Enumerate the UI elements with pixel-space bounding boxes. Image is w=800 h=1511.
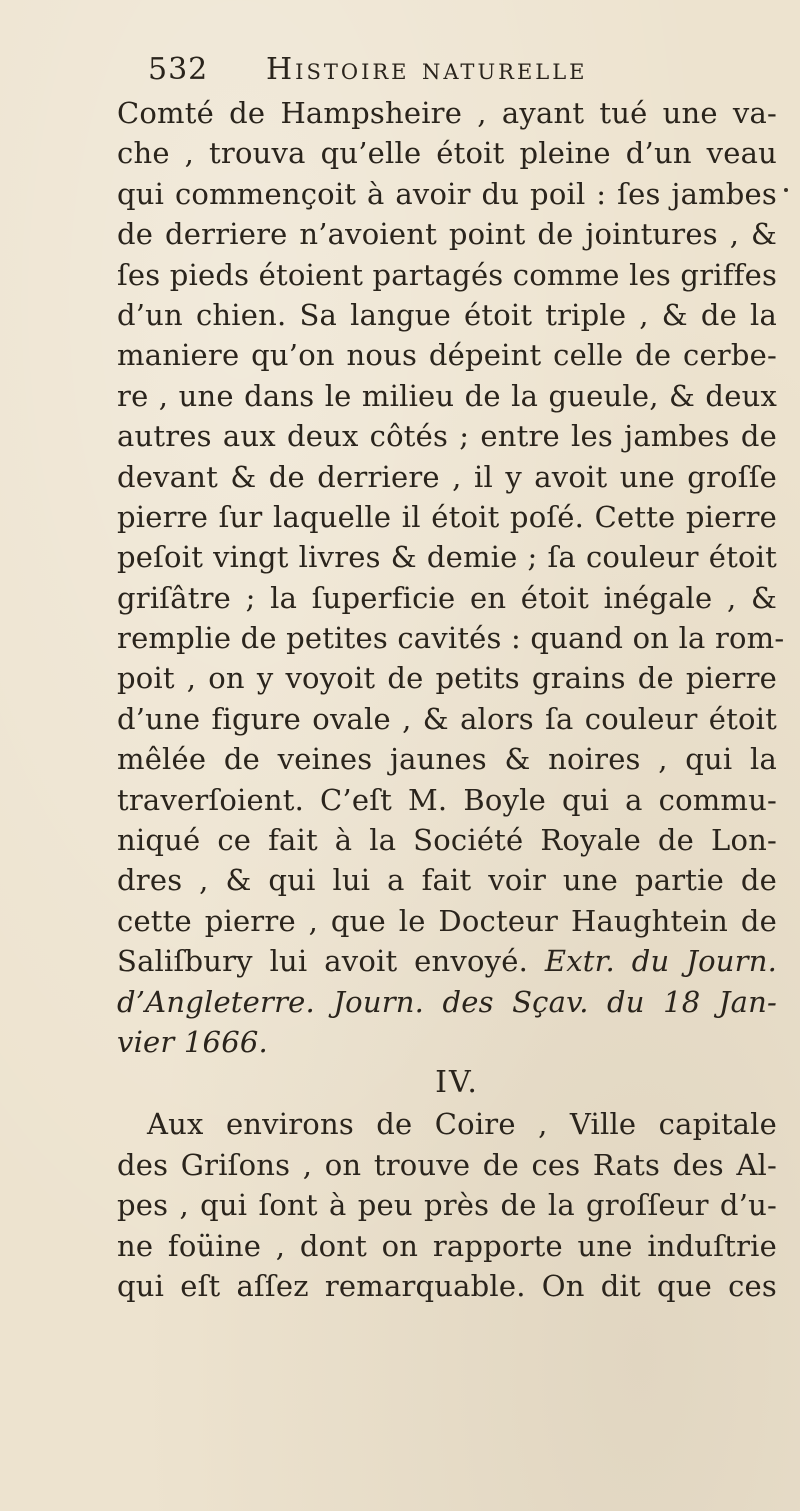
text-line: cette pierre , que le Docteur Haughtein de: [117, 903, 777, 938]
text-line: autres aux deux côtés ; entre les jambes de: [117, 419, 777, 454]
running-head: Histoire naturelle: [266, 52, 588, 87]
section-text-line: pes , qui ſont à peu près de la groſſeur d’u-: [117, 1188, 777, 1223]
citation-line: d’Angleterre. Journ. des Sçav. du 18 Jan-: [117, 984, 777, 1019]
text-line: d’un chien. Sa langue étoit triple , & de la: [117, 297, 777, 332]
section-text-line: ne foüine , dont on rapporte une induſtrie: [117, 1228, 777, 1263]
citation-line: vier 1666.: [117, 1024, 268, 1059]
text-line: remplie de petites cavités : quand on la rom-: [117, 621, 785, 656]
text-line: ſes pieds étoient partagés comme les griffes: [117, 257, 778, 292]
text-line: re , une dans le milieu de la gueule, & deux: [117, 378, 777, 413]
section-text-line: qui eſt aſſez remarquable. On dit que ces: [117, 1268, 777, 1303]
text-line: griſâtre ; la ſuperficie en étoit inégale , &: [117, 580, 777, 615]
margin-mark: [784, 188, 788, 192]
body-text: [117, 93, 785, 1306]
text-fragment: Saliſbury lui avoit envoyé.: [117, 944, 529, 979]
text-line: de derriere n’avoient point de jointures , &: [117, 217, 777, 252]
text-line: dres , & qui lui a fait voir une partie de: [117, 863, 777, 898]
text-line: poit , on y voyoit de petits grains de pierre: [117, 661, 777, 696]
text-line: maniere qu’on nous dépeint celle de cerbe-: [117, 338, 777, 373]
text-line: peſoit vingt livres & demie ; ſa couleur étoit: [117, 540, 777, 575]
page-header: [148, 52, 708, 96]
text-line: niqué ce fait à la Société Royale de Lon-: [117, 823, 777, 858]
text-line: qui commençoit à avoir du poil : ſes jambes: [117, 176, 777, 211]
text-line: devant & de derriere , il y avoit une groſſe: [117, 459, 777, 494]
section-text-line: des Griſons , on trouve de ces Rats des Al-: [117, 1147, 777, 1182]
section-number: IV.: [435, 1065, 479, 1101]
text-line: Comté de Hampsheire , ayant tué une va-: [117, 96, 777, 130]
text-line: traverſoient. C’eſt M. Boyle qui a commu-: [117, 782, 777, 817]
text-line: che , trouva qu’elle étoit pleine d’un veau: [117, 136, 777, 171]
section-text-line: Aux environs de Coire , Ville capitale: [147, 1107, 777, 1142]
page-number: 532: [148, 52, 209, 87]
text-line: d’une figure ovale , & alors ſa couleur étoit: [117, 701, 777, 736]
citation-start: Extr. du Journ.: [544, 944, 778, 979]
text-line: mêlée de veines jaunes & noires , qui la: [117, 742, 777, 777]
text-line-with-citation: [117, 941, 777, 981]
text-line: pierre ſur laquelle il étoit poſé. Cette pierre: [117, 499, 777, 534]
